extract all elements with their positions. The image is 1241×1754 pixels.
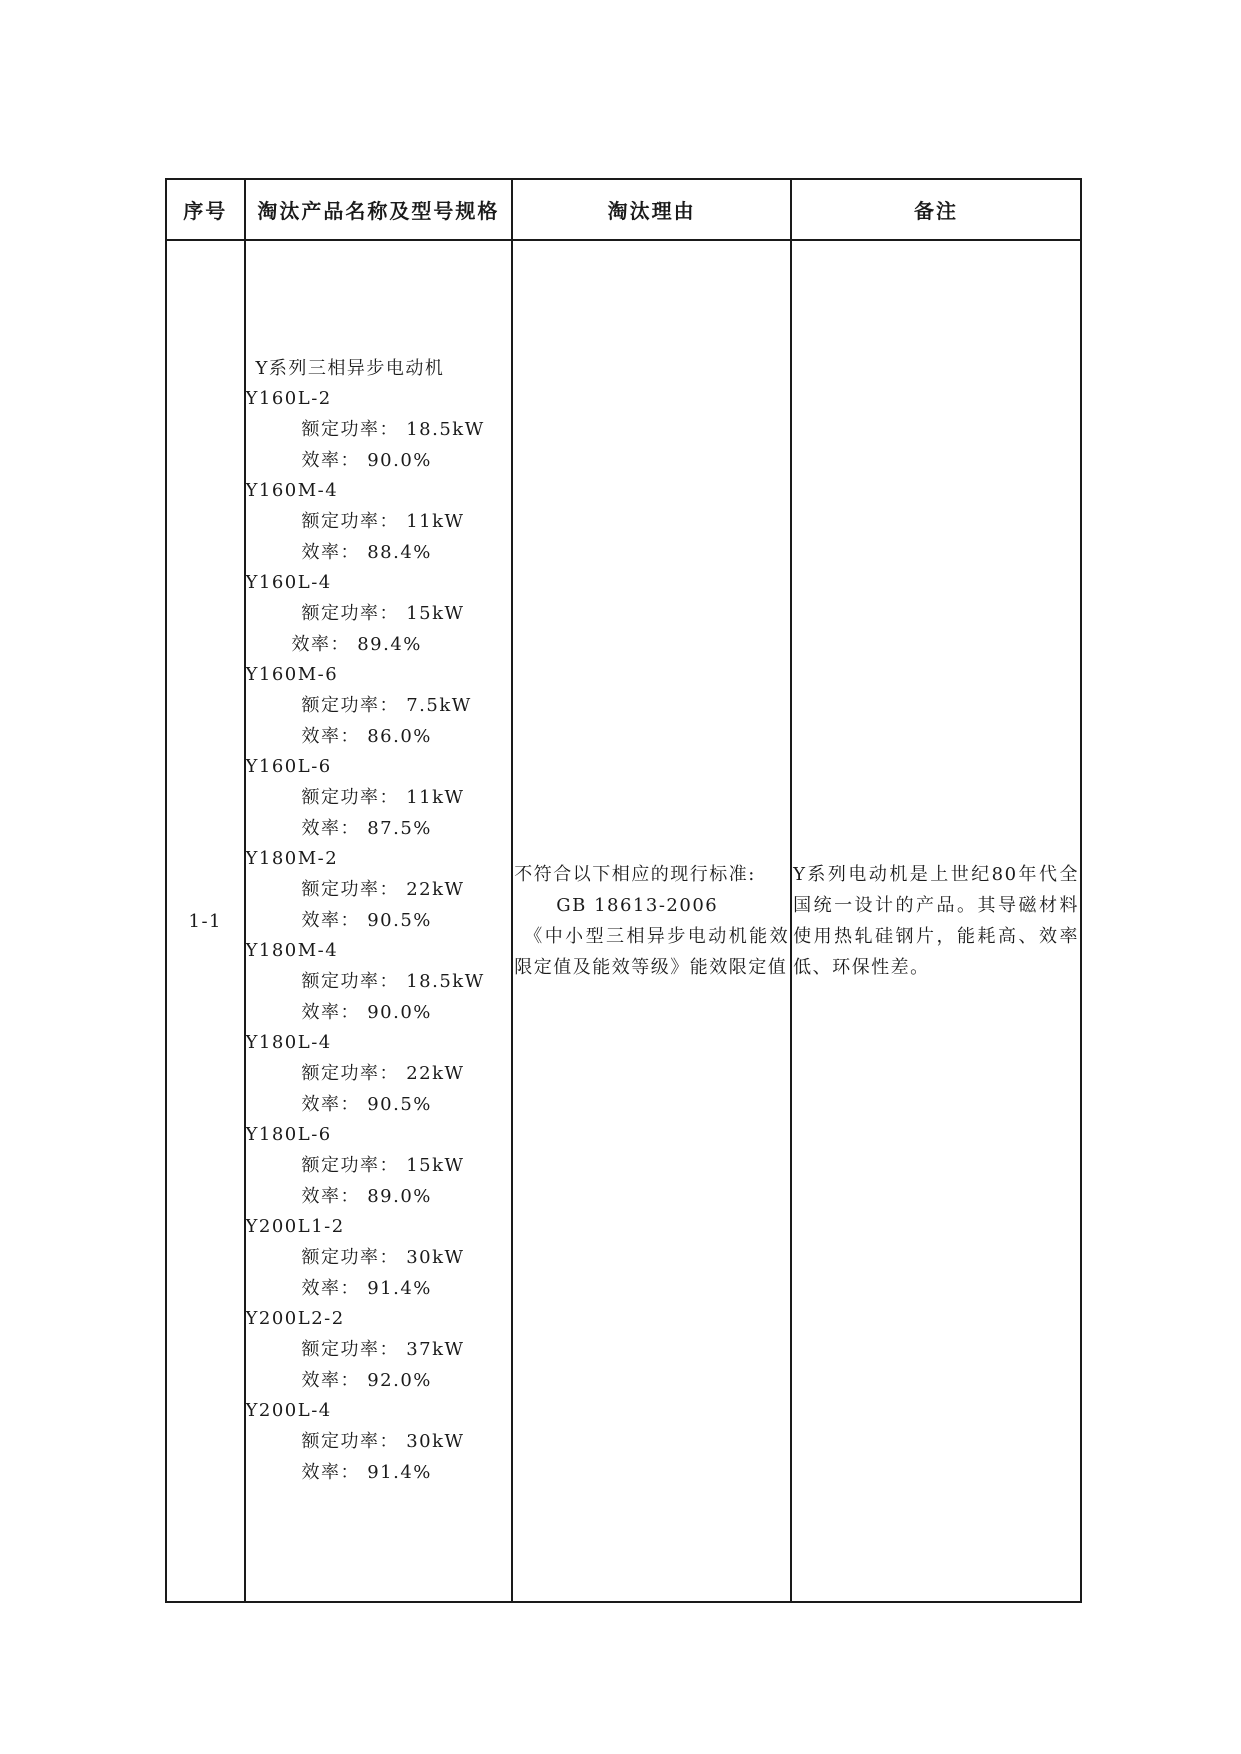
model-power: 额定功率： 7.5kW: [301, 695, 472, 716]
model-name: Y200L1-2: [245, 1216, 345, 1237]
note-cell: [791, 240, 1081, 1602]
model-efficiency: 效率： 89.0%: [301, 1186, 432, 1207]
product-cell: [245, 240, 513, 1602]
model-efficiency: 效率： 90.5%: [301, 910, 432, 931]
model-efficiency: 效率： 92.0%: [301, 1370, 432, 1391]
model-name: Y200L-4: [245, 1400, 332, 1421]
reason-standard-code: GB 18613-2006: [556, 895, 719, 916]
elimination-table: [165, 178, 1082, 1603]
reason-text: [513, 859, 790, 983]
seq-cell: 1-1: [166, 240, 245, 1602]
model-power: 额定功率： 11kW: [301, 511, 465, 532]
model-name: Y180L-6: [245, 1124, 332, 1145]
model-name: Y160L-6: [245, 756, 332, 777]
header-seq: 序号: [166, 179, 245, 240]
table-row: [166, 240, 1081, 1602]
model-name: Y180M-4: [245, 940, 339, 961]
model-name: Y160M-6: [245, 664, 339, 685]
product-title: Y系列三相异步电动机: [255, 358, 445, 379]
product-list: [246, 354, 512, 1488]
model-name: Y160L-4: [245, 572, 332, 593]
model-power: 额定功率： 18.5kW: [301, 971, 485, 992]
reason-standard-title: 《中小型三相异步电动机能效限定值及能效等级》能效限定值: [514, 926, 790, 978]
model-efficiency: 效率： 86.0%: [301, 726, 432, 747]
model-power: 额定功率： 37kW: [301, 1339, 465, 1360]
model-efficiency: 效率： 91.4%: [301, 1462, 432, 1483]
model-power: 额定功率： 22kW: [301, 1063, 465, 1084]
model-power: 额定功率： 15kW: [301, 1155, 465, 1176]
model-efficiency: 效率： 87.5%: [301, 818, 432, 839]
model-efficiency: 效率： 90.0%: [301, 1002, 432, 1023]
header-reason: 淘汰理由: [512, 179, 791, 240]
table-header-row: [166, 179, 1081, 240]
header-product-name: 淘汰产品名称及型号规格: [245, 179, 513, 240]
header-note: 备注: [791, 179, 1081, 240]
reason-cell: [512, 240, 791, 1602]
model-power: 额定功率： 22kW: [301, 879, 465, 900]
model-name: Y180L-4: [245, 1032, 332, 1053]
model-power: 额定功率： 15kW: [301, 603, 465, 624]
model-efficiency: 效率： 91.4%: [301, 1278, 432, 1299]
model-power: 额定功率： 11kW: [301, 787, 465, 808]
model-power: 额定功率： 30kW: [301, 1247, 465, 1268]
model-name: Y180M-2: [245, 848, 339, 869]
model-efficiency: 效率： 90.5%: [301, 1094, 432, 1115]
model-name: Y200L2-2: [245, 1308, 345, 1329]
model-efficiency: 效率： 89.4%: [291, 634, 422, 655]
model-power: 额定功率： 30kW: [301, 1431, 465, 1452]
reason-intro: 不符合以下相应的现行标准:: [514, 864, 756, 885]
model-power: 额定功率： 18.5kW: [301, 419, 485, 440]
model-name: Y160L-2: [245, 388, 332, 409]
model-efficiency: 效率： 90.0%: [301, 450, 432, 471]
note-text: Y系列电动机是上世纪80年代全国统一设计的产品。其导磁材料使用热轧硅钢片，能耗高、效率低、环保性差。: [793, 864, 1079, 978]
model-name: Y160M-4: [245, 480, 339, 501]
model-efficiency: 效率： 88.4%: [301, 542, 432, 563]
